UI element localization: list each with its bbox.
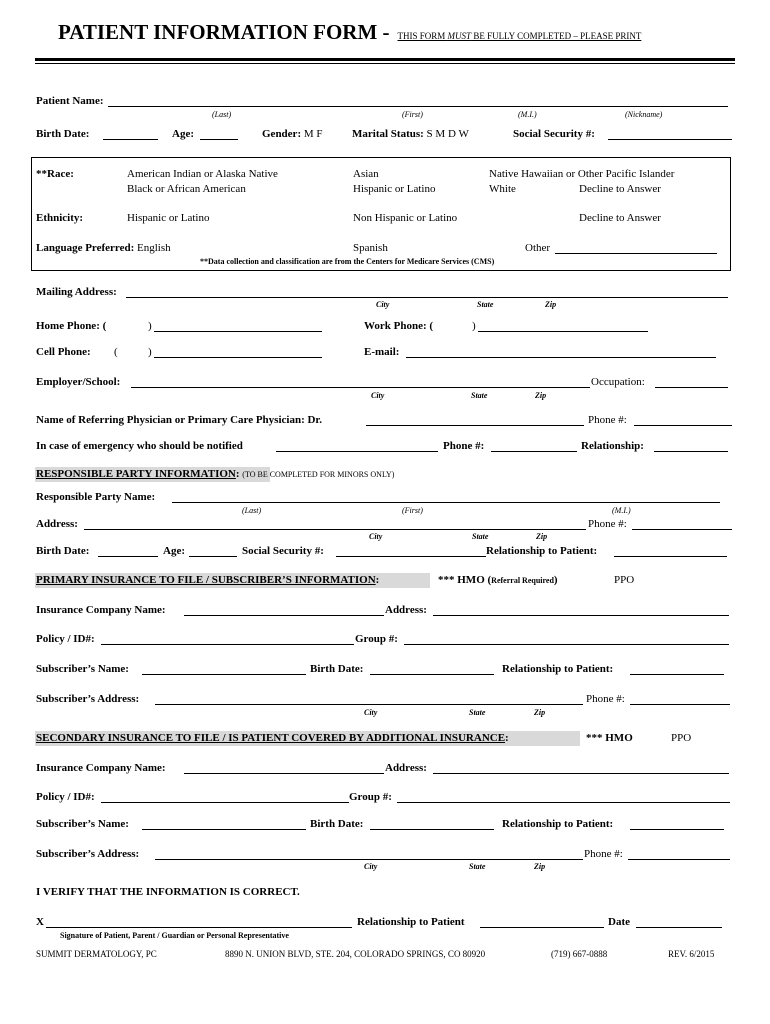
race-option-5[interactable]: Native Hawaiian or Other Pacific Islander bbox=[489, 168, 675, 180]
primary-group-field[interactable] bbox=[404, 644, 729, 645]
language-option-other[interactable]: Other bbox=[525, 242, 551, 254]
language-label: Language Preferred: English bbox=[36, 242, 171, 254]
sub-zip: Zip bbox=[534, 708, 546, 717]
secondary-address-field[interactable] bbox=[433, 773, 729, 774]
primary-address-label: Address: bbox=[385, 604, 427, 616]
primary-subscriber-field[interactable] bbox=[142, 674, 306, 675]
signature-date-label: Date bbox=[608, 916, 630, 928]
secondary-subscriber-field[interactable] bbox=[142, 829, 306, 830]
form-instruction: THIS FORM MUST BE FULLY COMPLETED – PLEASE PRINT bbox=[397, 31, 642, 41]
referring-physician-label: Name of Referring Physician or Primary Care Physician: Dr. bbox=[36, 414, 323, 426]
referring-phone-label: Phone #: bbox=[588, 414, 627, 426]
sub-zip: Zip bbox=[536, 532, 548, 541]
home-phone-field[interactable] bbox=[154, 331, 322, 332]
age-field[interactable] bbox=[200, 139, 238, 140]
secondary-insurance-heading: SECONDARY INSURANCE TO FILE / IS PATIENT COVERED BY ADDITIONAL INSURANCE: bbox=[36, 732, 509, 744]
form-header bbox=[58, 20, 641, 45]
emergency-phone-label: Phone #: bbox=[443, 440, 485, 452]
primary-phone-field[interactable] bbox=[630, 704, 730, 705]
sub-state: State bbox=[469, 862, 486, 871]
header-rule-thin bbox=[35, 63, 735, 64]
sub-city: City bbox=[364, 708, 378, 717]
race-option-4[interactable]: Hispanic or Latino bbox=[353, 183, 436, 195]
signature-x: X bbox=[36, 916, 44, 928]
secondary-relationship-label: Relationship to Patient: bbox=[502, 818, 614, 830]
secondary-company-label: Insurance Company Name: bbox=[36, 762, 166, 774]
primary-birth-field[interactable] bbox=[370, 674, 494, 675]
verify-statement: I VERIFY THAT THE INFORMATION IS CORRECT. bbox=[36, 886, 300, 898]
signature-date-field[interactable] bbox=[636, 927, 722, 928]
signature-caption: Signature of Patient, Parent / Guardian or Personal Representative bbox=[60, 931, 289, 940]
sub-city: City bbox=[364, 862, 378, 871]
responsible-name-label: Responsible Party Name: bbox=[36, 491, 156, 503]
race-option-7[interactable]: Decline to Answer bbox=[579, 183, 661, 195]
sub-city: City bbox=[371, 391, 385, 400]
cell-phone-field[interactable] bbox=[154, 357, 322, 358]
cell-phone-paren-close: ) bbox=[148, 346, 152, 358]
emergency-contact-field[interactable] bbox=[276, 451, 438, 452]
marital-label: Marital Status: S M D W bbox=[352, 128, 469, 140]
sub-zip: Zip bbox=[545, 300, 557, 309]
ethnicity-label: Ethnicity: bbox=[36, 212, 84, 224]
signature-relationship-field[interactable] bbox=[480, 927, 604, 928]
patient-name-field[interactable] bbox=[108, 106, 728, 107]
responsible-age-label: Age: bbox=[163, 545, 185, 557]
ethnicity-option-3[interactable]: Decline to Answer bbox=[579, 212, 661, 224]
sub-city: City bbox=[376, 300, 390, 309]
sub-mi: (M.I.) bbox=[518, 110, 537, 119]
sub-last: (Last) bbox=[242, 506, 262, 515]
responsible-address-field[interactable] bbox=[84, 529, 586, 530]
email-field[interactable] bbox=[406, 357, 716, 358]
cell-phone-label: Cell Phone: bbox=[36, 346, 91, 358]
secondary-birth-field[interactable] bbox=[370, 829, 494, 830]
sub-last: (Last) bbox=[212, 110, 232, 119]
primary-hmo-option[interactable]: *** HMO (Referral Required) bbox=[438, 574, 558, 586]
ssn-label: Social Security #: bbox=[513, 128, 595, 140]
responsible-relationship-label: Relationship to Patient: bbox=[486, 545, 598, 557]
race-label: **Race: bbox=[36, 168, 74, 180]
footer-revision: REV. 6/2015 bbox=[668, 949, 715, 959]
primary-company-field[interactable] bbox=[184, 615, 384, 616]
primary-address-field[interactable] bbox=[433, 615, 729, 616]
employer-field[interactable] bbox=[131, 387, 590, 388]
emergency-phone-field[interactable] bbox=[491, 451, 577, 452]
responsible-address-label: Address: bbox=[36, 518, 78, 530]
ethnicity-option-1[interactable]: Hispanic or Latino bbox=[127, 212, 210, 224]
emergency-contact-label: In case of emergency who should be notified bbox=[36, 440, 243, 452]
primary-policy-label: Policy / ID#: bbox=[36, 633, 95, 645]
patient-name-label: Patient Name: bbox=[36, 95, 104, 107]
email-label: E-mail: bbox=[364, 346, 400, 358]
secondary-subscriber-address-label: Subscriber’s Address: bbox=[36, 848, 140, 860]
secondary-phone-field[interactable] bbox=[628, 859, 730, 860]
signature-relationship-label: Relationship to Patient bbox=[357, 916, 465, 928]
responsible-ssn-label: Social Security #: bbox=[242, 545, 324, 557]
sub-nickname: (Nickname) bbox=[625, 110, 663, 119]
gender-label: Gender: M F bbox=[262, 128, 323, 140]
primary-group-label: Group #: bbox=[355, 633, 398, 645]
work-phone-field[interactable] bbox=[478, 331, 648, 332]
birth-date-field[interactable] bbox=[103, 139, 158, 140]
secondary-group-label: Group #: bbox=[349, 791, 392, 803]
mailing-address-field[interactable] bbox=[126, 297, 728, 298]
responsible-relationship-field[interactable] bbox=[614, 556, 727, 557]
responsible-party-heading: RESPONSIBLE PARTY INFORMATION: (TO BE COMPLETED FOR MINORS ONLY) bbox=[36, 468, 395, 480]
sub-zip: Zip bbox=[534, 862, 546, 871]
cms-note: **Data collection and classification are from the Centers for Medicare Services (CMS) bbox=[200, 257, 495, 266]
sub-mi: (M.I.) bbox=[612, 506, 631, 515]
language-option-english[interactable]: English bbox=[137, 242, 171, 254]
cell-phone-paren-open: ( bbox=[114, 346, 118, 358]
primary-insurance-heading: PRIMARY INSURANCE TO FILE / SUBSCRIBER’S INFORMATION: bbox=[36, 574, 380, 586]
employer-label: Employer/School: bbox=[36, 376, 121, 388]
primary-subscriber-address-label: Subscriber’s Address: bbox=[36, 693, 140, 705]
primary-relationship-field[interactable] bbox=[630, 674, 724, 675]
marital-options[interactable]: S M D W bbox=[426, 128, 469, 140]
birth-date-label: Birth Date: bbox=[36, 128, 90, 140]
race-option-6[interactable]: White bbox=[489, 183, 516, 195]
secondary-subscriber-label: Subscriber’s Name: bbox=[36, 818, 129, 830]
race-option-3[interactable]: Asian bbox=[353, 168, 379, 180]
primary-phone-label: Phone #: bbox=[586, 693, 625, 705]
secondary-subscriber-address-field[interactable] bbox=[155, 859, 583, 860]
footer-address: 8890 N. UNION BLVD, STE. 204, COLORADO SPRINGS, CO 80920 bbox=[225, 949, 486, 959]
header-rule bbox=[35, 58, 735, 61]
responsible-phone-label: Phone #: bbox=[588, 518, 627, 530]
sub-first: (First) bbox=[402, 110, 423, 119]
primary-subscriber-address-field[interactable] bbox=[155, 704, 583, 705]
sub-zip: Zip bbox=[535, 391, 547, 400]
primary-birth-label: Birth Date: bbox=[310, 663, 364, 675]
secondary-relationship-field[interactable] bbox=[630, 829, 724, 830]
primary-policy-field[interactable] bbox=[101, 644, 354, 645]
emergency-relationship-label: Relationship: bbox=[581, 440, 644, 452]
occupation-label: Occupation: bbox=[591, 376, 645, 388]
responsible-ssn-field[interactable] bbox=[336, 556, 486, 557]
race-option-2[interactable]: Black or African American bbox=[127, 183, 246, 195]
form-title: PATIENT INFORMATION FORM - bbox=[58, 20, 390, 44]
language-other-field[interactable] bbox=[555, 253, 717, 254]
secondary-company-field[interactable] bbox=[184, 773, 384, 774]
home-phone-paren: ) bbox=[148, 320, 152, 332]
language-option-spanish[interactable]: Spanish bbox=[353, 242, 388, 254]
secondary-birth-label: Birth Date: bbox=[310, 818, 364, 830]
sub-state: State bbox=[472, 532, 489, 541]
footer-org: SUMMIT DERMATOLOGY, PC bbox=[36, 949, 157, 959]
primary-relationship-label: Relationship to Patient: bbox=[502, 663, 614, 675]
race-option-1[interactable]: American Indian or Alaska Native bbox=[127, 168, 278, 180]
secondary-ppo-option[interactable]: PPO bbox=[671, 732, 692, 744]
secondary-group-field[interactable] bbox=[397, 802, 730, 803]
ethnicity-option-2[interactable]: Non Hispanic or Latino bbox=[353, 212, 458, 224]
ssn-field[interactable] bbox=[608, 139, 732, 140]
gender-options[interactable]: M F bbox=[303, 128, 323, 140]
responsible-name-field[interactable] bbox=[172, 502, 720, 503]
work-phone-label: Work Phone: ( bbox=[364, 320, 434, 332]
secondary-policy-field[interactable] bbox=[101, 802, 349, 803]
secondary-address-label: Address: bbox=[385, 762, 427, 774]
sub-city: City bbox=[369, 532, 383, 541]
sub-state: State bbox=[477, 300, 494, 309]
signature-field[interactable] bbox=[46, 927, 352, 928]
responsible-phone-field[interactable] bbox=[632, 529, 732, 530]
secondary-hmo-option[interactable]: *** HMO bbox=[586, 732, 633, 744]
emergency-relationship-field[interactable] bbox=[654, 451, 728, 452]
work-phone-paren: ) bbox=[472, 320, 476, 332]
referring-phone-field[interactable] bbox=[634, 425, 732, 426]
primary-company-label: Insurance Company Name: bbox=[36, 604, 166, 616]
sub-state: State bbox=[471, 391, 488, 400]
age-label: Age: bbox=[172, 128, 194, 140]
responsible-age-field[interactable] bbox=[189, 556, 237, 557]
mailing-address-label: Mailing Address: bbox=[36, 286, 117, 298]
occupation-field[interactable] bbox=[655, 387, 728, 388]
home-phone-label: Home Phone: ( bbox=[36, 320, 107, 332]
sub-state: State bbox=[469, 708, 486, 717]
responsible-birth-field[interactable] bbox=[98, 556, 158, 557]
primary-ppo-option[interactable]: PPO bbox=[614, 574, 635, 586]
primary-subscriber-label: Subscriber’s Name: bbox=[36, 663, 129, 675]
sub-first: (First) bbox=[402, 506, 423, 515]
footer-phone: (719) 667-0888 bbox=[551, 949, 608, 959]
secondary-phone-label: Phone #: bbox=[584, 848, 623, 860]
referring-physician-field[interactable] bbox=[366, 425, 584, 426]
responsible-birth-label: Birth Date: bbox=[36, 545, 90, 557]
secondary-policy-label: Policy / ID#: bbox=[36, 791, 95, 803]
